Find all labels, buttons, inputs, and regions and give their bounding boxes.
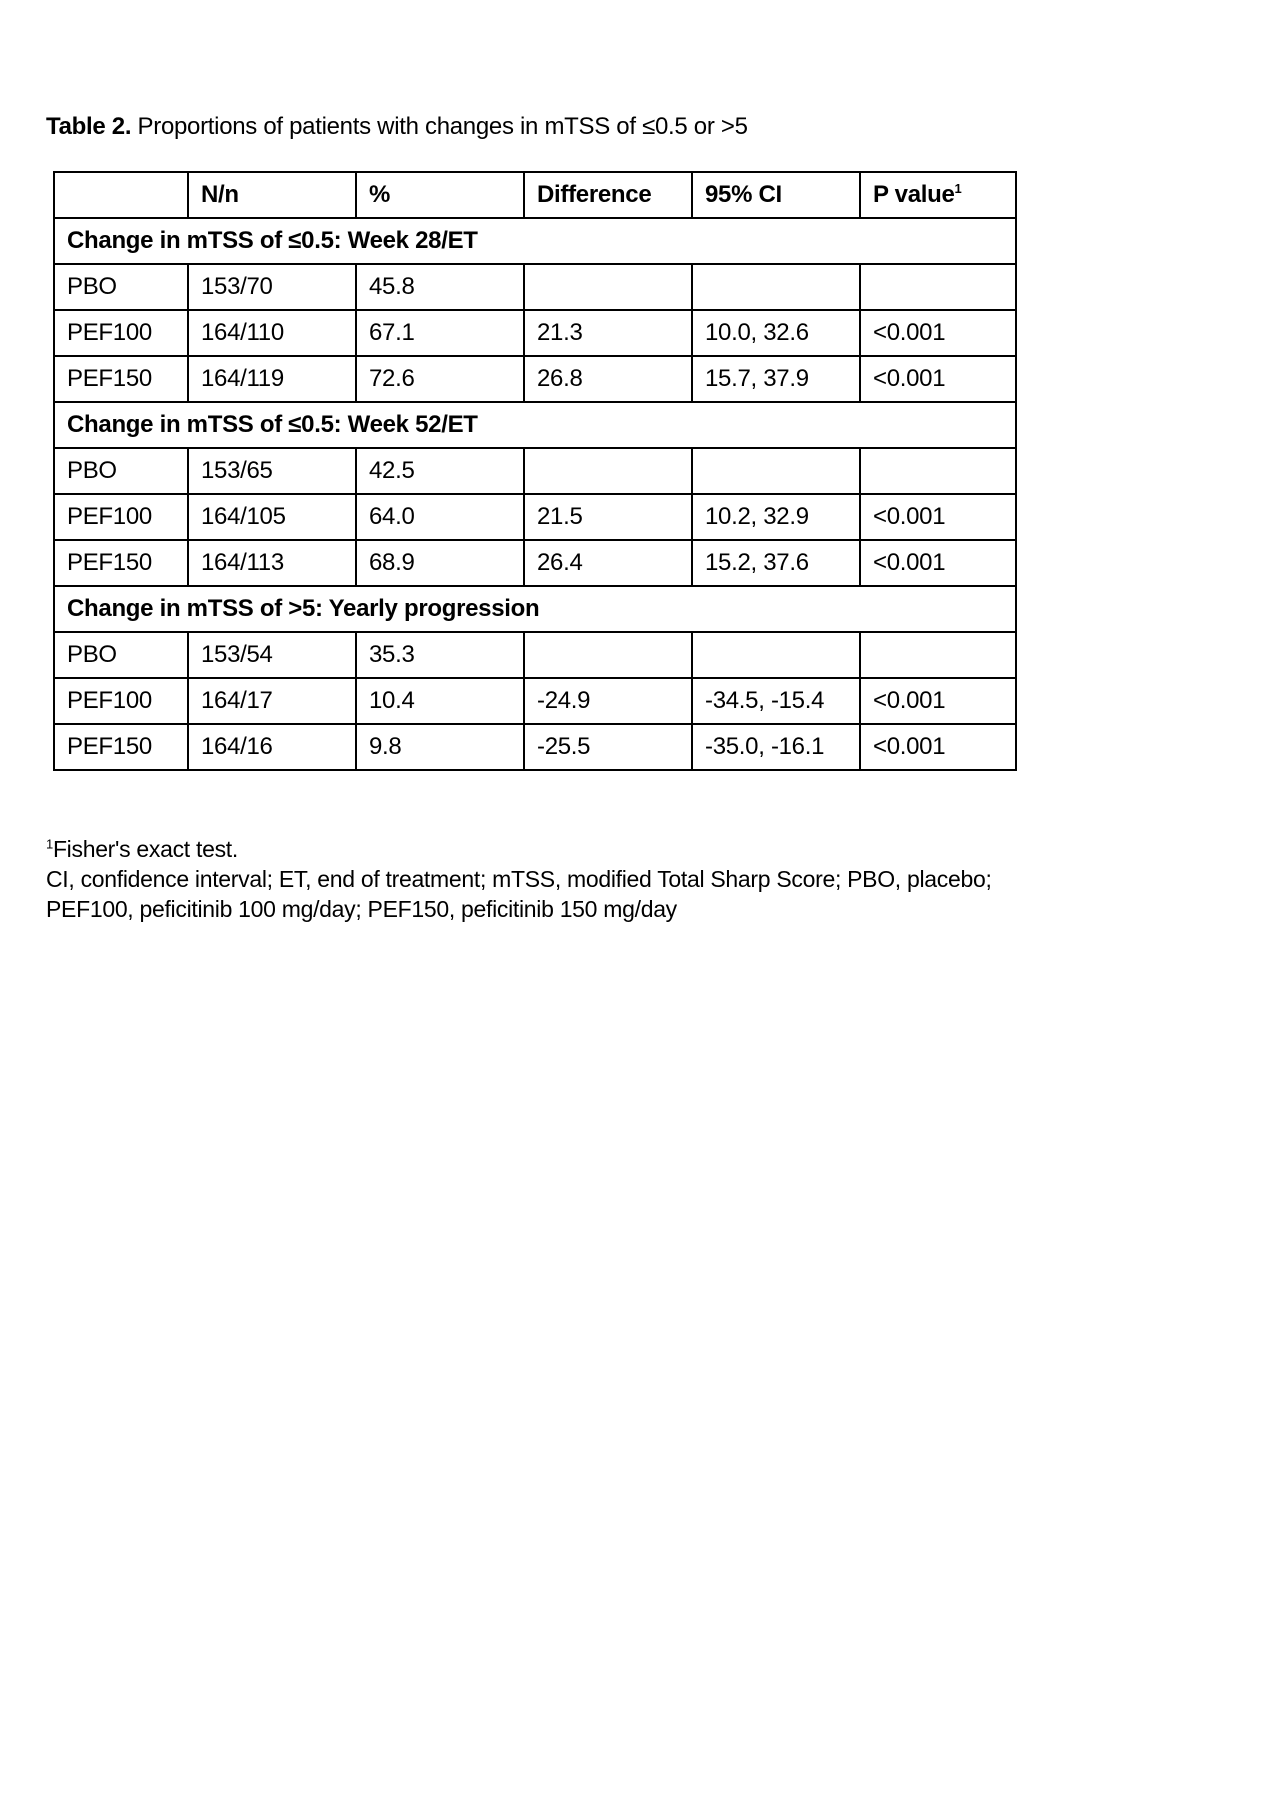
cell-percent: 42.5 xyxy=(356,448,524,494)
cell-percent: 45.8 xyxy=(356,264,524,310)
cell-group: PBO xyxy=(54,264,188,310)
header-cell-ci: 95% CI xyxy=(692,172,860,218)
cell-ci xyxy=(692,632,860,678)
cell-ci: 15.2, 37.6 xyxy=(692,540,860,586)
header-cell-n: N/n xyxy=(188,172,356,218)
section-row xyxy=(54,586,1016,632)
cell-percent: 10.4 xyxy=(356,678,524,724)
cell-difference xyxy=(524,264,692,310)
cell-difference: 21.5 xyxy=(524,494,692,540)
cell-n: 153/65 xyxy=(188,448,356,494)
cell-p-value: <0.001 xyxy=(860,356,1016,402)
table-header-row xyxy=(54,172,1016,218)
cell-p-value xyxy=(860,448,1016,494)
cell-ci: 10.0, 32.6 xyxy=(692,310,860,356)
cell-group: PEF100 xyxy=(54,494,188,540)
cell-p-value: <0.001 xyxy=(860,310,1016,356)
header-p-value-label: P value xyxy=(873,181,955,208)
cell-n: 164/16 xyxy=(188,724,356,770)
section-row xyxy=(54,402,1016,448)
table-body xyxy=(54,218,1016,770)
cell-ci xyxy=(692,264,860,310)
table-row xyxy=(54,494,1016,540)
cell-group: PEF100 xyxy=(54,310,188,356)
footnote-fisher xyxy=(46,834,1226,864)
table-caption-text: Proportions of patients with changes in mTSS of ≤0.5 or >5 xyxy=(131,113,748,140)
cell-group: PEF150 xyxy=(54,724,188,770)
section-title: Change in mTSS of ≤0.5: Week 52/ET xyxy=(54,402,1016,448)
cell-p-value xyxy=(860,264,1016,310)
header-cell-p-value xyxy=(860,172,1016,218)
cell-group: PBO xyxy=(54,448,188,494)
cell-percent: 64.0 xyxy=(356,494,524,540)
table-row xyxy=(54,678,1016,724)
cell-ci: -35.0, -16.1 xyxy=(692,724,860,770)
cell-group: PEF100 xyxy=(54,678,188,724)
results-table xyxy=(53,171,1017,771)
section-title: Change in mTSS of >5: Yearly progression xyxy=(54,586,1016,632)
table-caption-label: Table 2. xyxy=(46,113,132,140)
table-row xyxy=(54,540,1016,586)
cell-n: 164/105 xyxy=(188,494,356,540)
cell-group: PEF150 xyxy=(54,356,188,402)
section-row xyxy=(54,218,1016,264)
cell-n: 153/54 xyxy=(188,632,356,678)
table-row xyxy=(54,724,1016,770)
cell-difference: 21.3 xyxy=(524,310,692,356)
cell-percent: 68.9 xyxy=(356,540,524,586)
table-footnotes xyxy=(46,834,1226,924)
section-title: Change in mTSS of ≤0.5: Week 28/ET xyxy=(54,218,1016,264)
header-p-value-footnote-marker: 1 xyxy=(954,181,962,196)
cell-p-value: <0.001 xyxy=(860,494,1016,540)
cell-percent: 67.1 xyxy=(356,310,524,356)
footnote-abbreviations-line-1: CI, confidence interval; ET, end of treatment; mTSS, modified Total Sharp Score; PBO, placebo; xyxy=(46,866,992,892)
footnote-abbreviations-line-2: PEF100, peficitinib 100 mg/day; PEF150, peficitinib 150 mg/day xyxy=(46,896,677,922)
header-cell-group xyxy=(54,172,188,218)
table-row xyxy=(54,448,1016,494)
cell-ci: 10.2, 32.9 xyxy=(692,494,860,540)
footnote-fisher-text: Fisher's exact test. xyxy=(52,836,238,862)
cell-percent: 72.6 xyxy=(356,356,524,402)
table-row xyxy=(54,632,1016,678)
cell-group: PBO xyxy=(54,632,188,678)
cell-p-value xyxy=(860,632,1016,678)
cell-n: 164/119 xyxy=(188,356,356,402)
cell-p-value: <0.001 xyxy=(860,540,1016,586)
cell-difference xyxy=(524,448,692,494)
cell-p-value: <0.001 xyxy=(860,724,1016,770)
table-row xyxy=(54,310,1016,356)
cell-n: 164/113 xyxy=(188,540,356,586)
cell-n: 164/17 xyxy=(188,678,356,724)
cell-ci xyxy=(692,448,860,494)
cell-group: PEF150 xyxy=(54,540,188,586)
cell-ci: 15.7, 37.9 xyxy=(692,356,860,402)
table-row xyxy=(54,356,1016,402)
cell-ci: -34.5, -15.4 xyxy=(692,678,860,724)
cell-difference: -24.9 xyxy=(524,678,692,724)
cell-difference: -25.5 xyxy=(524,724,692,770)
cell-difference: 26.4 xyxy=(524,540,692,586)
header-cell-difference: Difference xyxy=(524,172,692,218)
header-cell-percent: % xyxy=(356,172,524,218)
cell-difference xyxy=(524,632,692,678)
cell-n: 153/70 xyxy=(188,264,356,310)
cell-percent: 9.8 xyxy=(356,724,524,770)
cell-difference: 26.8 xyxy=(524,356,692,402)
cell-n: 164/110 xyxy=(188,310,356,356)
table-caption xyxy=(46,112,748,142)
table-row xyxy=(54,264,1016,310)
footnote-fisher-marker: 1 xyxy=(46,836,53,852)
cell-p-value: <0.001 xyxy=(860,678,1016,724)
cell-percent: 35.3 xyxy=(356,632,524,678)
